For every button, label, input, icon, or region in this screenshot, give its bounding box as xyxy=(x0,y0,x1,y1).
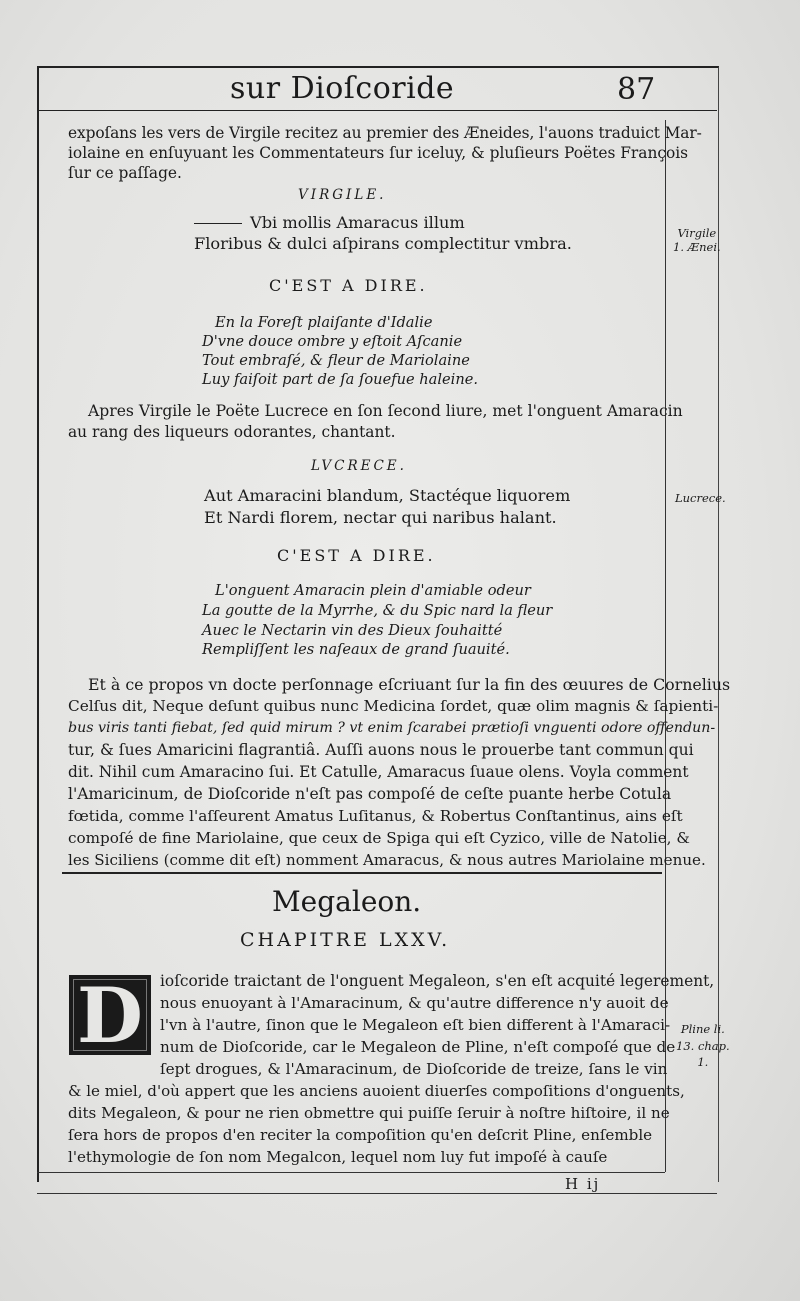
text-line: iolaine en enſuyuant les Commentateurs ſur iceluy, & pluſieurs Poëtes François xyxy=(68,144,689,162)
latin-verse xyxy=(194,215,465,231)
text-line: bus viris tanti fiebat, ſed quid mirum ? vt enim ſcarabei prætioſi vnguenti odore offendun- xyxy=(68,720,716,736)
text-line: Apres Virgile le Poëte Lucrece en ſon ſecond liure, met l'onguent Amaracin xyxy=(88,402,683,420)
section-title: Megaleon. xyxy=(272,885,422,918)
margin-note-text: 1. Ænei. xyxy=(673,240,721,255)
dropcap-ornament xyxy=(69,975,151,1055)
text-line: expoſans les vers de Virgile recitez au premier des Æneides, l'auons traduict Mar- xyxy=(68,124,702,142)
running-title: sur Dioſcoride xyxy=(230,71,455,106)
text-line: l'ethymologie de ſon nom Megalcon, lequel nom luy fut impoſé à cauſe xyxy=(68,1148,608,1166)
header-rule xyxy=(37,110,717,111)
french-verse: En la Foreſt plaiſante d'Idalie xyxy=(215,314,433,331)
cest-a-dire-heading: C'EST A DIRE. xyxy=(277,546,436,565)
margin-rule xyxy=(665,120,666,1172)
latin-verse: Et Nardi florem, nectar qui naribus halant. xyxy=(204,508,557,527)
text-line: ſera hors de propos d'en reciter la compoſition qu'en deſcrit Pline, enſemble xyxy=(68,1126,653,1144)
text-line: fœtida, comme l'aſſeurent Amatus Luſitanus, & Robertus Conſtantinus, ains eſt xyxy=(68,807,683,825)
text-line: Celſus dit, Neque deſunt quibus nunc Medicina ſordet, quæ olim magnis & ſapienti- xyxy=(68,697,719,715)
french-verse: Auec le Nectarin vin des Dieux ſouhaitté xyxy=(202,622,503,639)
section-rule xyxy=(62,872,662,874)
text-line: ſur ce paſſage. xyxy=(68,164,182,182)
virgile-heading: VIRGILE. xyxy=(298,187,387,203)
dash-rule xyxy=(194,223,242,224)
text-line: nous enuoyant à l'Amaracinum, & qu'autre difference n'y auoit de xyxy=(160,994,669,1012)
latin-verse: Floribus & dulci aſpirans complectitur vmbra. xyxy=(194,234,572,253)
text-line: tur, & ſues Amaricini flagrantiâ. Auſſi auons nous le prouerbe tant commun qui xyxy=(68,741,694,759)
text-line: l'vn à l'autre, ſinon que le Megaleon eſt bien different à l'Amaraci- xyxy=(160,1016,671,1034)
text-line: les Siciliens (comme dit eſt) nomment Amaracus, & nous autres Mariolaine menue. xyxy=(68,851,706,869)
text-line: au rang des liqueurs odorantes, chantant. xyxy=(68,423,396,441)
margin-note-lucrece: Lucrece. xyxy=(675,491,726,505)
chapter-heading: CHAPITRE LXXV. xyxy=(240,929,451,951)
text-line: dits Megaleon, & pour ne rien obmettre qui puiſſe ſeruir à noſtre hiſtoire, il ne xyxy=(68,1104,670,1122)
footer-rule xyxy=(37,1172,665,1173)
text-line: dit. Nihil cum Amaracino ſui. Et Catulle, Amaracus ſuaue olens. Voyla comment xyxy=(68,763,689,781)
french-verse: Tout embraſé, & fleur de Mariolaine xyxy=(202,352,470,369)
signature-mark: H ij xyxy=(565,1175,601,1193)
text-line: num de Dioſcoride, car le Megaleon de Pline, n'eſt compoſé que de xyxy=(160,1038,676,1056)
french-verse: D'vne douce ombre y eſtoit Aſcanie xyxy=(202,333,463,350)
dropcap-letter: D xyxy=(77,975,143,1055)
french-verse: Rempliſſent les naſeaux de grand ſuauité. xyxy=(202,641,510,658)
margin-note-text: Pline li. xyxy=(680,1022,725,1036)
margin-note-virgile xyxy=(673,226,721,255)
margin-note-pline xyxy=(676,1021,730,1071)
french-verse: Luy faiſoit part de ſa ſouefue haleine. xyxy=(202,371,479,388)
frame-bottom-rule xyxy=(37,1193,717,1194)
cest-a-dire-heading: C'EST A DIRE. xyxy=(269,276,428,295)
margin-note-text: 1. xyxy=(697,1055,709,1070)
text-line: ſept drogues, & l'Amaracinum, de Dioſcoride de treize, ſans le vin xyxy=(160,1060,668,1078)
page-number: 87 xyxy=(617,72,656,107)
text-line: ioſcoride traictant de l'onguent Megaleon, s'en eſt acquité legerement, xyxy=(160,972,715,990)
margin-note-text: Virgile xyxy=(677,226,717,240)
french-verse: L'onguent Amaracin plein d'amiable odeur xyxy=(215,582,531,599)
text-line: compoſé de fine Mariolaine, que ceux de Spiga qui eſt Cyzico, ville de Natolie, & xyxy=(68,829,690,847)
latin-verse: Aut Amaracini blandum, Stactéque liquorem xyxy=(204,486,571,505)
margin-note-text: 13. chap. xyxy=(676,1038,730,1053)
text-line: l'Amaricinum, de Dioſcoride n'eſt pas compoſé de ceſte puante herbe Cotula xyxy=(68,785,672,803)
latin-verse-text: Vbi mollis Amaracus illum xyxy=(250,213,465,232)
text-line: Et à ce propos vn docte perſonnage eſcriuant ſur la fin des œuures de Cornelius xyxy=(88,675,731,694)
lucrece-heading: LVCRECE. xyxy=(311,458,407,474)
french-verse: La goutte de la Myrrhe, & du Spic nard la fleur xyxy=(202,602,553,619)
text-line: & le miel, d'où appert que les anciens auoient diuerſes compoſitions d'onguents, xyxy=(68,1082,685,1100)
